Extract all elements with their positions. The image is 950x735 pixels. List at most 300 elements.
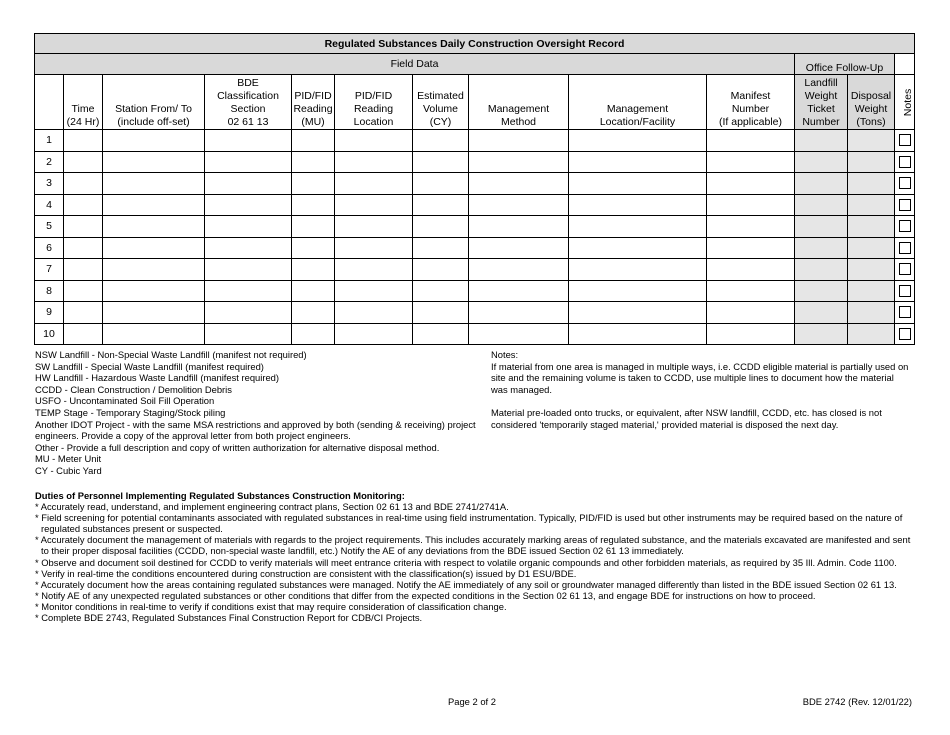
col-notes xyxy=(895,75,915,130)
legend-item: Other - Provide a full description and copy of written authorization for alternative disposal method. xyxy=(35,441,440,453)
table-row xyxy=(35,323,915,345)
legend-item: CCDD - Clean Construction / Demolition Debris xyxy=(35,383,232,395)
volume-cell xyxy=(413,237,469,259)
notes-checkbox[interactable] xyxy=(899,199,911,211)
station-input[interactable] xyxy=(103,152,204,173)
time-cell xyxy=(64,302,103,324)
ticket-input[interactable] xyxy=(795,281,847,302)
time-cell xyxy=(64,151,103,173)
oversight-record-table xyxy=(34,33,915,345)
manifest-input[interactable] xyxy=(707,216,794,237)
notes-label: Notes xyxy=(902,88,915,116)
method-input[interactable] xyxy=(469,173,568,194)
notes-section xyxy=(491,349,911,442)
notes-cell xyxy=(895,323,915,345)
station-input[interactable] xyxy=(103,259,204,280)
notes-cell xyxy=(895,216,915,238)
facility-cell xyxy=(569,259,707,281)
table-row xyxy=(35,130,915,152)
row-number: 9 xyxy=(35,302,64,324)
weight-input[interactable] xyxy=(848,281,894,302)
pid-location-cell xyxy=(335,216,413,238)
col-management-method: Management Method xyxy=(469,75,569,130)
notes-cell xyxy=(895,130,915,152)
classification-cell xyxy=(205,130,292,152)
station-input[interactable] xyxy=(103,195,204,216)
abbreviation-legend xyxy=(35,349,480,477)
method-cell xyxy=(469,259,569,281)
pid-reading-cell xyxy=(292,259,335,281)
manifest-cell xyxy=(707,173,795,195)
pid-location-input[interactable] xyxy=(335,195,412,216)
pid-location-input[interactable] xyxy=(335,238,412,259)
volume-input[interactable] xyxy=(413,195,468,216)
facility-input[interactable] xyxy=(569,195,706,216)
weight-cell xyxy=(848,151,895,173)
weight-input[interactable] xyxy=(848,302,894,323)
pid-location-input[interactable] xyxy=(335,259,412,280)
legend-item: HW Landfill - Hazardous Waste Landfill (manifest required) xyxy=(35,372,280,384)
duty-item: * Complete BDE 2743, Regulated Substances Final Construction Report for CDB/CI Projects. xyxy=(35,612,423,624)
weight-cell xyxy=(848,216,895,238)
volume-input[interactable] xyxy=(413,238,468,259)
table-body xyxy=(35,130,915,345)
classification-cell xyxy=(205,216,292,238)
weight-input[interactable] xyxy=(848,259,894,280)
col-pid-reading: PID/FID Reading (MU) xyxy=(292,75,335,130)
pid-location-cell xyxy=(335,259,413,281)
manifest-input[interactable] xyxy=(707,238,794,259)
facility-input[interactable] xyxy=(569,259,706,280)
pid-reading-input[interactable] xyxy=(292,195,334,216)
volume-input[interactable] xyxy=(413,324,468,345)
pid-reading-cell xyxy=(292,237,335,259)
notes-checkbox[interactable] xyxy=(899,134,911,146)
facility-cell xyxy=(569,130,707,152)
notes-cell xyxy=(895,151,915,173)
weight-cell xyxy=(848,302,895,324)
volume-cell xyxy=(413,173,469,195)
station-input[interactable] xyxy=(103,281,204,302)
method-cell xyxy=(469,302,569,324)
pid-location-input[interactable] xyxy=(335,281,412,302)
notes-cell xyxy=(895,302,915,324)
station-input[interactable] xyxy=(103,173,204,194)
station-cell xyxy=(103,130,205,152)
manifest-cell xyxy=(707,237,795,259)
manifest-cell xyxy=(707,323,795,345)
legend-item: NSW Landfill - Non-Special Waste Landfill (manifest not required) xyxy=(35,349,307,360)
weight-cell xyxy=(848,280,895,302)
method-cell xyxy=(469,130,569,152)
facility-input[interactable] xyxy=(569,173,706,194)
weight-cell xyxy=(848,173,895,195)
table-row xyxy=(35,302,915,324)
method-cell xyxy=(469,237,569,259)
ticket-input[interactable] xyxy=(795,195,847,216)
weight-input[interactable] xyxy=(848,173,894,194)
legend-item: CY - Cubic Yard xyxy=(35,464,102,476)
classification-cell xyxy=(205,302,292,324)
classification-input[interactable] xyxy=(205,324,291,345)
method-cell xyxy=(469,216,569,238)
station-cell xyxy=(103,237,205,259)
time-input[interactable] xyxy=(64,195,102,216)
time-cell xyxy=(64,173,103,195)
station-cell xyxy=(103,194,205,216)
classification-cell xyxy=(205,280,292,302)
col-disposal-weight: Disposal Weight (Tons) xyxy=(848,75,895,130)
ticket-input[interactable] xyxy=(795,324,847,345)
pid-reading-input[interactable] xyxy=(292,130,334,151)
manifest-cell xyxy=(707,216,795,238)
volume-cell xyxy=(413,323,469,345)
classification-cell xyxy=(205,323,292,345)
pid-location-cell xyxy=(335,280,413,302)
manifest-cell xyxy=(707,302,795,324)
notes-cell xyxy=(895,194,915,216)
facility-input[interactable] xyxy=(569,238,706,259)
pid-reading-input[interactable] xyxy=(292,152,334,173)
ticket-input[interactable] xyxy=(795,302,847,323)
col-landfill-ticket: Landfill Weight Ticket Number xyxy=(795,75,848,130)
method-input[interactable] xyxy=(469,152,568,173)
time-input[interactable] xyxy=(64,152,102,173)
manifest-input[interactable] xyxy=(707,130,794,151)
station-cell xyxy=(103,216,205,238)
pid-reading-input[interactable] xyxy=(292,173,334,194)
pid-reading-cell xyxy=(292,280,335,302)
facility-cell xyxy=(569,280,707,302)
ticket-cell xyxy=(795,130,848,152)
notes-checkbox[interactable] xyxy=(899,156,911,168)
table-row xyxy=(35,237,915,259)
legend-item: USFO - Uncontaminated Soil Fill Operation xyxy=(35,395,215,407)
pid-location-input[interactable] xyxy=(335,216,412,237)
classification-input[interactable] xyxy=(205,238,291,259)
classification-input[interactable] xyxy=(205,173,291,194)
duty-item: * Field screening for potential contaminants associated with regulated substances in real-time using field instrumentation. Typically, PID/FID is used but other instruments may be required based on the nature of regulated substances present or suspected. xyxy=(35,512,903,535)
row-number: 5 xyxy=(35,216,64,238)
notes-checkbox[interactable] xyxy=(899,263,911,275)
duty-item: * Notify AE of any unexpected regulated substances or other conditions that differ from the expected conditions in the Section 02 61 13, and engage BDE for instructions on how to proceed. xyxy=(35,589,816,601)
station-cell xyxy=(103,259,205,281)
facility-cell xyxy=(569,302,707,324)
notes-cell xyxy=(895,259,915,281)
col-station: Station From/ To (include off-set) xyxy=(103,75,205,130)
weight-input[interactable] xyxy=(848,238,894,259)
notes-checkbox[interactable] xyxy=(899,328,911,340)
weight-input[interactable] xyxy=(848,152,894,173)
weight-cell xyxy=(848,237,895,259)
page-number: Page 2 of 2 xyxy=(448,696,496,707)
col-manifest-number: Manifest Number (If applicable) xyxy=(707,75,795,130)
col-pid-location: PID/FID Reading Location xyxy=(335,75,413,130)
pid-reading-input[interactable] xyxy=(292,216,334,237)
time-cell xyxy=(64,323,103,345)
facility-cell xyxy=(569,151,707,173)
volume-input[interactable] xyxy=(413,130,468,151)
header-blank-cell xyxy=(895,54,915,75)
method-input[interactable] xyxy=(469,195,568,216)
classification-input[interactable] xyxy=(205,259,291,280)
time-cell xyxy=(64,259,103,281)
facility-cell xyxy=(569,323,707,345)
time-input[interactable] xyxy=(64,259,102,280)
facility-input[interactable] xyxy=(569,302,706,323)
notes-cell xyxy=(895,280,915,302)
notes-cell xyxy=(895,237,915,259)
form-title: Regulated Substances Daily Construction Oversight Record xyxy=(35,34,915,54)
station-cell xyxy=(103,173,205,195)
col-estimated-volume: Estimated Volume (CY) xyxy=(413,75,469,130)
method-input[interactable] xyxy=(469,281,568,302)
pid-reading-cell xyxy=(292,194,335,216)
time-input[interactable] xyxy=(64,130,102,151)
volume-input[interactable] xyxy=(413,173,468,194)
weight-cell xyxy=(848,194,895,216)
pid-reading-cell xyxy=(292,216,335,238)
facility-input[interactable] xyxy=(569,130,706,151)
method-cell xyxy=(469,151,569,173)
facility-cell xyxy=(569,237,707,259)
col-bde-classification: BDE Classification Section 02 61 13 xyxy=(205,75,292,130)
method-cell xyxy=(469,280,569,302)
ticket-input[interactable] xyxy=(795,238,847,259)
legend-item: TEMP Stage - Temporary Staging/Stock piling xyxy=(35,406,226,418)
station-input[interactable] xyxy=(103,302,204,323)
classification-input[interactable] xyxy=(205,216,291,237)
pid-location-cell xyxy=(335,194,413,216)
manifest-input[interactable] xyxy=(707,259,794,280)
method-input[interactable] xyxy=(469,302,568,323)
ticket-cell xyxy=(795,151,848,173)
notes-checkbox[interactable] xyxy=(899,177,911,189)
col-row-number xyxy=(35,75,64,130)
notes-checkbox[interactable] xyxy=(899,220,911,232)
facility-cell xyxy=(569,194,707,216)
table-row xyxy=(35,194,915,216)
notes-checkbox[interactable] xyxy=(899,306,911,318)
method-input[interactable] xyxy=(469,324,568,345)
ticket-cell xyxy=(795,302,848,324)
volume-input[interactable] xyxy=(413,216,468,237)
method-cell xyxy=(469,194,569,216)
classification-input[interactable] xyxy=(205,302,291,323)
pid-location-cell xyxy=(335,302,413,324)
pid-reading-cell xyxy=(292,151,335,173)
manifest-input[interactable] xyxy=(707,281,794,302)
ticket-cell xyxy=(795,216,848,238)
manifest-cell xyxy=(707,259,795,281)
pid-location-input[interactable] xyxy=(335,302,412,323)
time-input[interactable] xyxy=(64,173,102,194)
facility-input[interactable] xyxy=(569,324,706,345)
duties-section xyxy=(35,490,911,623)
pid-reading-input[interactable] xyxy=(292,238,334,259)
manifest-cell xyxy=(707,130,795,152)
office-follow-up-header: Office Follow-Up xyxy=(795,54,895,75)
pid-location-cell xyxy=(335,130,413,152)
manifest-input[interactable] xyxy=(707,302,794,323)
weight-input[interactable] xyxy=(848,130,894,151)
station-cell xyxy=(103,323,205,345)
pid-reading-cell xyxy=(292,323,335,345)
ticket-input[interactable] xyxy=(795,130,847,151)
volume-input[interactable] xyxy=(413,281,468,302)
col-time: Time (24 Hr) xyxy=(64,75,103,130)
duty-item: * Verify in real-time the conditions encountered during construction are consistent with the classification(s) issued by D1 ESU/BDE. xyxy=(35,567,577,579)
row-number: 4 xyxy=(35,194,64,216)
ticket-cell xyxy=(795,280,848,302)
station-input[interactable] xyxy=(103,216,204,237)
pid-reading-input[interactable] xyxy=(292,324,334,345)
weight-input[interactable] xyxy=(848,195,894,216)
manifest-input[interactable] xyxy=(707,152,794,173)
duty-item: * Accurately document how the areas containing regulated substances were managed. Notify the AE immediately of any soil or groundwater managed differently than listed in the BDE issued Section 02 61 13. xyxy=(35,578,897,590)
ticket-input[interactable] xyxy=(795,216,847,237)
pid-location-input[interactable] xyxy=(335,324,412,345)
field-data-header: Field Data xyxy=(35,54,795,75)
notes-paragraph: Material pre-loaded onto trucks, or equivalent, after NSW landfill, CCDD, etc. has closed is not considered 'temporarily staged material,' provided material is disposed the next day. xyxy=(491,406,882,430)
classification-cell xyxy=(205,259,292,281)
method-input[interactable] xyxy=(469,238,568,259)
manifest-input[interactable] xyxy=(707,173,794,194)
method-cell xyxy=(469,173,569,195)
table-row xyxy=(35,259,915,281)
station-input[interactable] xyxy=(103,324,204,345)
row-number: 7 xyxy=(35,259,64,281)
time-input[interactable] xyxy=(64,324,102,345)
facility-input[interactable] xyxy=(569,216,706,237)
row-number: 8 xyxy=(35,280,64,302)
classification-input[interactable] xyxy=(205,152,291,173)
volume-cell xyxy=(413,280,469,302)
weight-cell xyxy=(848,130,895,152)
duty-item: * Observe and document soil destined for CCDD to verify materials will meet entrance criteria with respect to volatile organic compounds and other forbidden materials, as required by 35 Ill. Admin. Code 1100. xyxy=(35,556,897,568)
manifest-input[interactable] xyxy=(707,324,794,345)
pid-reading-input[interactable] xyxy=(292,281,334,302)
volume-cell xyxy=(413,130,469,152)
method-cell xyxy=(469,323,569,345)
ticket-input[interactable] xyxy=(795,259,847,280)
time-input[interactable] xyxy=(64,302,102,323)
pid-reading-input[interactable] xyxy=(292,302,334,323)
pid-location-cell xyxy=(335,151,413,173)
ticket-cell xyxy=(795,173,848,195)
pid-location-input[interactable] xyxy=(335,173,412,194)
time-cell xyxy=(64,130,103,152)
time-cell xyxy=(64,216,103,238)
volume-input[interactable] xyxy=(413,152,468,173)
facility-cell xyxy=(569,173,707,195)
duty-item: * Monitor conditions in real-time to verify if conditions exist that may require consideration of classification change. xyxy=(35,600,507,612)
classification-input[interactable] xyxy=(205,195,291,216)
table-row xyxy=(35,173,915,195)
ticket-cell xyxy=(795,237,848,259)
manifest-cell xyxy=(707,194,795,216)
volume-cell xyxy=(413,194,469,216)
legend-item: SW Landfill - Special Waste Landfill (manifest required) xyxy=(35,360,264,372)
volume-cell xyxy=(413,216,469,238)
time-input[interactable] xyxy=(64,281,102,302)
ticket-cell xyxy=(795,259,848,281)
legend-item: MU - Meter Unit xyxy=(35,453,102,465)
weight-cell xyxy=(848,323,895,345)
volume-cell xyxy=(413,151,469,173)
pid-location-cell xyxy=(335,237,413,259)
method-input[interactable] xyxy=(469,216,568,237)
classification-cell xyxy=(205,194,292,216)
facility-cell xyxy=(569,216,707,238)
classification-input[interactable] xyxy=(205,130,291,151)
facility-input[interactable] xyxy=(569,152,706,173)
station-input[interactable] xyxy=(103,130,204,151)
time-input[interactable] xyxy=(64,216,102,237)
duties-heading: Duties of Personnel Implementing Regulated Substances Construction Monitoring: xyxy=(35,490,405,501)
weight-input[interactable] xyxy=(848,324,894,345)
station-cell xyxy=(103,302,205,324)
station-cell xyxy=(103,280,205,302)
table-row xyxy=(35,280,915,302)
table-row xyxy=(35,216,915,238)
row-number: 10 xyxy=(35,323,64,345)
notes-checkbox[interactable] xyxy=(899,285,911,297)
pid-location-cell xyxy=(335,323,413,345)
volume-cell xyxy=(413,302,469,324)
ticket-cell xyxy=(795,323,848,345)
duty-item: * Accurately document the management of materials with regards to the project requirements. This includes accurately marking areas of regulated substance, and the materials excavated are manifested and sent to their proper disposal facilities (CCDD, non-special waste landfill, etc.) Notify the AE of any deviations from the BDE issued Section 02 61 13 immediately. xyxy=(35,534,911,557)
pid-reading-cell xyxy=(292,302,335,324)
classification-cell xyxy=(205,173,292,195)
row-number: 2 xyxy=(35,151,64,173)
manifest-cell xyxy=(707,151,795,173)
row-number: 3 xyxy=(35,173,64,195)
ticket-input[interactable] xyxy=(795,173,847,194)
notes-cell xyxy=(895,173,915,195)
duty-item: * Accurately read, understand, and implement engineering contract plans, Section 02 61 13 and BDE 2741/2741A. xyxy=(35,501,509,513)
table-row xyxy=(35,151,915,173)
method-input[interactable] xyxy=(469,259,568,280)
time-input[interactable] xyxy=(64,238,102,259)
legend-item: Another IDOT Project - with the same MSA restrictions and approved by both (sending & receiving) project engineers. Provide a copy of the approval letter from both project engineers. xyxy=(35,418,476,442)
ticket-input[interactable] xyxy=(795,152,847,173)
time-cell xyxy=(64,237,103,259)
form-revision: BDE 2742 (Rev. 12/01/22) xyxy=(802,696,912,707)
classification-cell xyxy=(205,151,292,173)
pid-reading-input[interactable] xyxy=(292,259,334,280)
weight-input[interactable] xyxy=(848,216,894,237)
row-number: 1 xyxy=(35,130,64,152)
manifest-input[interactable] xyxy=(707,195,794,216)
volume-input[interactable] xyxy=(413,302,468,323)
pid-location-input[interactable] xyxy=(335,130,412,151)
col-management-location: Management Location/Facility xyxy=(569,75,707,130)
notes-checkbox[interactable] xyxy=(899,242,911,254)
pid-location-input[interactable] xyxy=(335,152,412,173)
ticket-cell xyxy=(795,194,848,216)
notes-paragraph: If material from one area is managed in multiple ways, i.e. CCDD eligible material is partially used on site and the remaining volume is taken to CCDD, use multiple lines to document how the material was managed. xyxy=(491,360,909,395)
facility-input[interactable] xyxy=(569,281,706,302)
volume-input[interactable] xyxy=(413,259,468,280)
time-cell xyxy=(64,280,103,302)
station-input[interactable] xyxy=(103,238,204,259)
notes-heading: Notes: xyxy=(491,349,519,360)
method-input[interactable] xyxy=(469,130,568,151)
weight-cell xyxy=(848,259,895,281)
classification-input[interactable] xyxy=(205,281,291,302)
manifest-cell xyxy=(707,280,795,302)
